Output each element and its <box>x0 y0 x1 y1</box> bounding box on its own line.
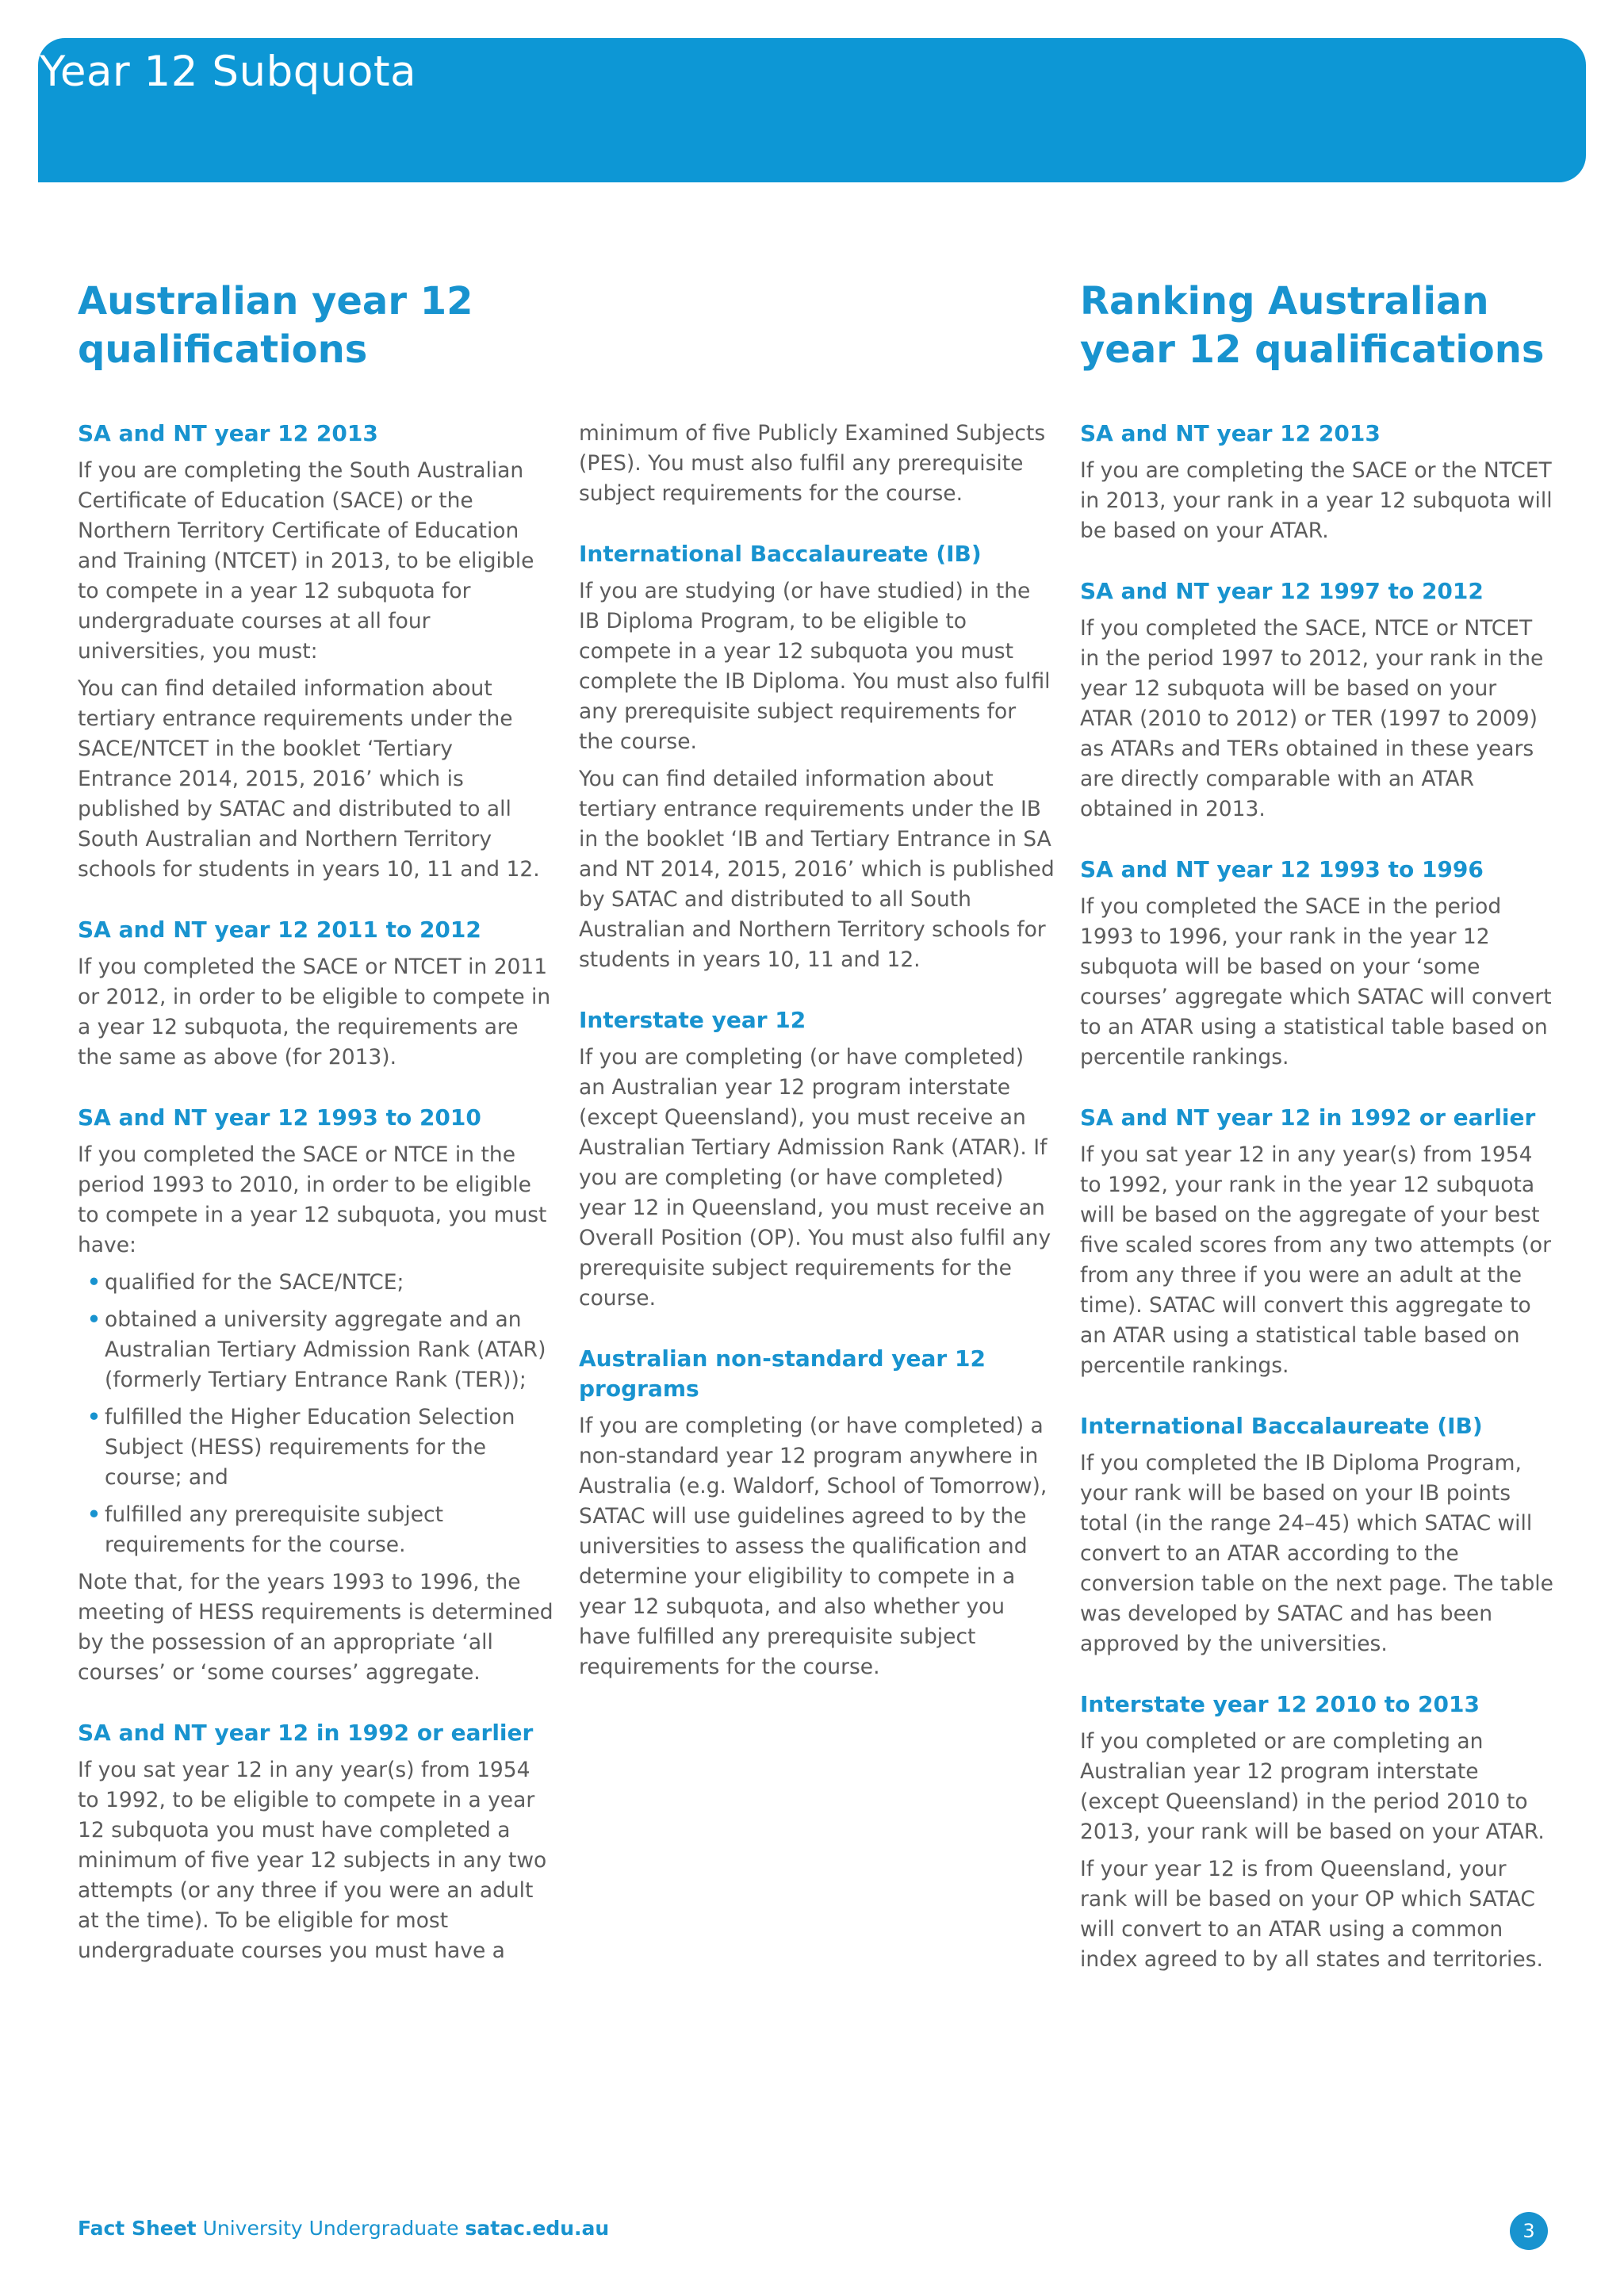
bullet-icon: • <box>87 1405 101 1429</box>
list-item-text: qualified for the SACE/NTCE; <box>105 1270 404 1295</box>
paragraph: You can find detailed information about tertiary entrance requirements under the SACE/NTCET in the booklet ‘Tertiary Entrance 2014, 2015, 2016’ which is published by SATAC and distributed to all South Australian and Northern Territory schools for students in years 10, 11 and 12. <box>78 676 540 882</box>
section-heading-ranking <box>1080 277 1545 374</box>
list-item <box>78 1305 553 1395</box>
subheading-international-baccalaureate: International Baccalaureate (IB) <box>1080 1413 1483 1439</box>
column-left <box>78 419 553 1973</box>
heading-line: Ranking Australian <box>1080 279 1489 323</box>
paragraph: Note that, for the years 1993 to 1996, the meeting of HESS requirements is determined by the possession of an appropriate ‘all courses’ or ‘some courses’ aggregate. <box>78 1570 553 1685</box>
subheading-sa-nt-2013: SA and NT year 12 2013 <box>78 420 378 446</box>
subheading-international-baccalaureate: International Baccalaureate (IB) <box>579 541 982 567</box>
subheading-sa-nt-2013: SA and NT year 12 2013 <box>1080 420 1381 446</box>
paragraph: If you completed the SACE or NTCE in the period 1993 to 2010, in order to be eligible to compete in a year 12 subquota, you must have: <box>78 1142 547 1257</box>
paragraph: If your year 12 is from Queensland, your rank will be based on your OP which SATAC will convert to an ATAR using a common index agreed to by all states and territories. <box>1080 1857 1543 1972</box>
paragraph: minimum of five Publicly Examined Subjects (PES). You must also fulfil any prerequisite subject requirements for the course. <box>579 421 1046 506</box>
section-heading-qualifications <box>78 277 473 374</box>
paragraph: If you are completing the SACE or the NTCET in 2013, your rank in a year 12 subquota will be based on your ATAR. <box>1080 458 1553 543</box>
subheading-sa-nt-2011-2012: SA and NT year 12 2011 to 2012 <box>78 916 481 943</box>
list-item-text: obtained a university aggregate and an Australian Tertiary Admission Rank (ATAR) (formerly Tertiary Entrance Rank (TER)); <box>105 1307 546 1392</box>
heading-line: year 12 qualifications <box>1080 327 1545 372</box>
heading-line: qualifications <box>78 327 368 372</box>
subheading-non-standard-programs: Australian non-standard year 12 programs <box>579 1345 986 1402</box>
paragraph: You can find detailed information about tertiary entrance requirements under the IB in the booklet ‘IB and Tertiary Entrance in SA and NT 2014, 2015, 2016’ which is published by SATAC and distributed to all South Australian and Northern Territory schools for students in years 10, 11 and 12. <box>579 767 1055 972</box>
subheading-sa-nt-1993-2010: SA and NT year 12 1993 to 2010 <box>78 1104 481 1131</box>
list-item <box>78 1500 553 1560</box>
list-item <box>78 1402 553 1493</box>
requirements-list <box>78 1268 553 1560</box>
page-number-badge: 3 <box>1510 2212 1548 2250</box>
paragraph: If you sat year 12 in any year(s) from 1954 to 1992, to be eligible to compete in a year 12 subquota you must have completed a minimum of five year 12 subjects in any two attempts (or any three if you were an adult at the time). To be eligible for most undergraduate courses you must have a <box>78 1758 547 1963</box>
paragraph: If you completed or are completing an Australian year 12 program interstate (except Queensland) in the period 2010 to 2013, your rank will be based on your ATAR. <box>1080 1729 1545 1844</box>
list-item-text: fulfilled the Higher Education Selection Subject (HESS) requirements for the course; and <box>105 1405 515 1490</box>
paragraph: If you completed the IB Diploma Program, your rank will be based on your IB points total (in the range 24–45) which SATAC will convert to an ATAR according to the conversion table on the next page. The table was developed by SATAC and has been approved by the universities. <box>1080 1451 1553 1656</box>
paragraph: If you completed the SACE or NTCET in 2011 or 2012, in order to be eligible to compete in a year 12 subquota, the requirements are the same as above (for 2013). <box>78 955 551 1070</box>
subheading-interstate-year-12: Interstate year 12 <box>579 1007 806 1033</box>
subheading-sa-nt-1992-earlier: SA and NT year 12 in 1992 or earlier <box>1080 1104 1536 1131</box>
subheading-sa-nt-1997-2012: SA and NT year 12 1997 to 2012 <box>1080 578 1484 604</box>
subheading-sa-nt-1992-earlier: SA and NT year 12 in 1992 or earlier <box>78 1720 534 1746</box>
paragraph: If you are completing (or have completed) a non-standard year 12 program anywhere in Australia (e.g. Waldorf, School of Tomorrow), SATAC will use guidelines agreed to by the universities to assess the qualification and determine your eligibility to compete in a year 12 subquota, and also whether you have fulfilled any prerequisite subject requirements for the course. <box>579 1414 1048 1679</box>
subheading-sa-nt-1993-1996: SA and NT year 12 1993 to 1996 <box>1080 856 1484 882</box>
footer-website-link[interactable]: satac.edu.au <box>465 2217 610 2240</box>
footer-category: University Undergraduate <box>202 2217 459 2240</box>
heading-line: Australian year 12 <box>78 279 473 323</box>
list-item-text: fulfilled any prerequisite subject requirements for the course. <box>105 1502 443 1557</box>
bullet-icon: • <box>87 1502 101 1527</box>
paragraph: If you completed the SACE in the period 1993 to 1996, your rank in the year 12 subquota will be based on your ‘some courses’ aggregate which SATAC will convert to an ATAR using a statistical table based on percentile rankings. <box>1080 894 1552 1070</box>
bullet-icon: • <box>87 1307 101 1332</box>
column-right <box>1080 419 1556 1982</box>
column-middle <box>579 419 1055 1689</box>
paragraph: If you are completing (or have completed) an Australian year 12 program interstate (except Queensland), you must receive an Australian Tertiary Admission Rank (ATAR). If you are completing (or have completed) year 12 in Queensland, you must receive an Overall Position (OP). You must also fulfil any prerequisite subject requirements for the course. <box>579 1045 1051 1311</box>
footer <box>78 2215 609 2242</box>
list-item <box>78 1268 553 1298</box>
subheading-interstate-2010-2013: Interstate year 12 2010 to 2013 <box>1080 1691 1480 1717</box>
page-title: Year 12 Subquota <box>40 48 417 96</box>
paragraph: If you sat year 12 in any year(s) from 1954 to 1992, your rank in the year 12 subquota will be based on the aggregate of your best five scaled scores from any two attempts (or from any three if you were an adult at the time). SATAC will convert this aggregate to an ATAR using a statistical table based on percentile rankings. <box>1080 1142 1552 1378</box>
bullet-icon: • <box>87 1270 101 1295</box>
footer-fact-sheet: Fact Sheet <box>78 2217 197 2240</box>
paragraph: If you completed the SACE, NTCE or NTCET in the period 1997 to 2012, your rank in the year 12 subquota will be based on your ATAR (2010 to 2012) or TER (1997 to 2009) as ATARs and TERs obtained in these years are directly comparable with an ATAR obtained in 2013. <box>1080 616 1544 821</box>
paragraph: If you are studying (or have studied) in the IB Diploma Program, to be eligible to compete in a year 12 subquota you must complete the IB Diploma. You must also fulfil any prerequisite subject requirements for the course. <box>579 579 1051 754</box>
paragraph: If you are completing the South Australian Certificate of Education (SACE) or the Northern Territory Certificate of Education and Training (NTCET) in 2013, to be eligible to compete in a year 12 subquota for undergraduate courses at all four universities, you must: <box>78 458 534 664</box>
